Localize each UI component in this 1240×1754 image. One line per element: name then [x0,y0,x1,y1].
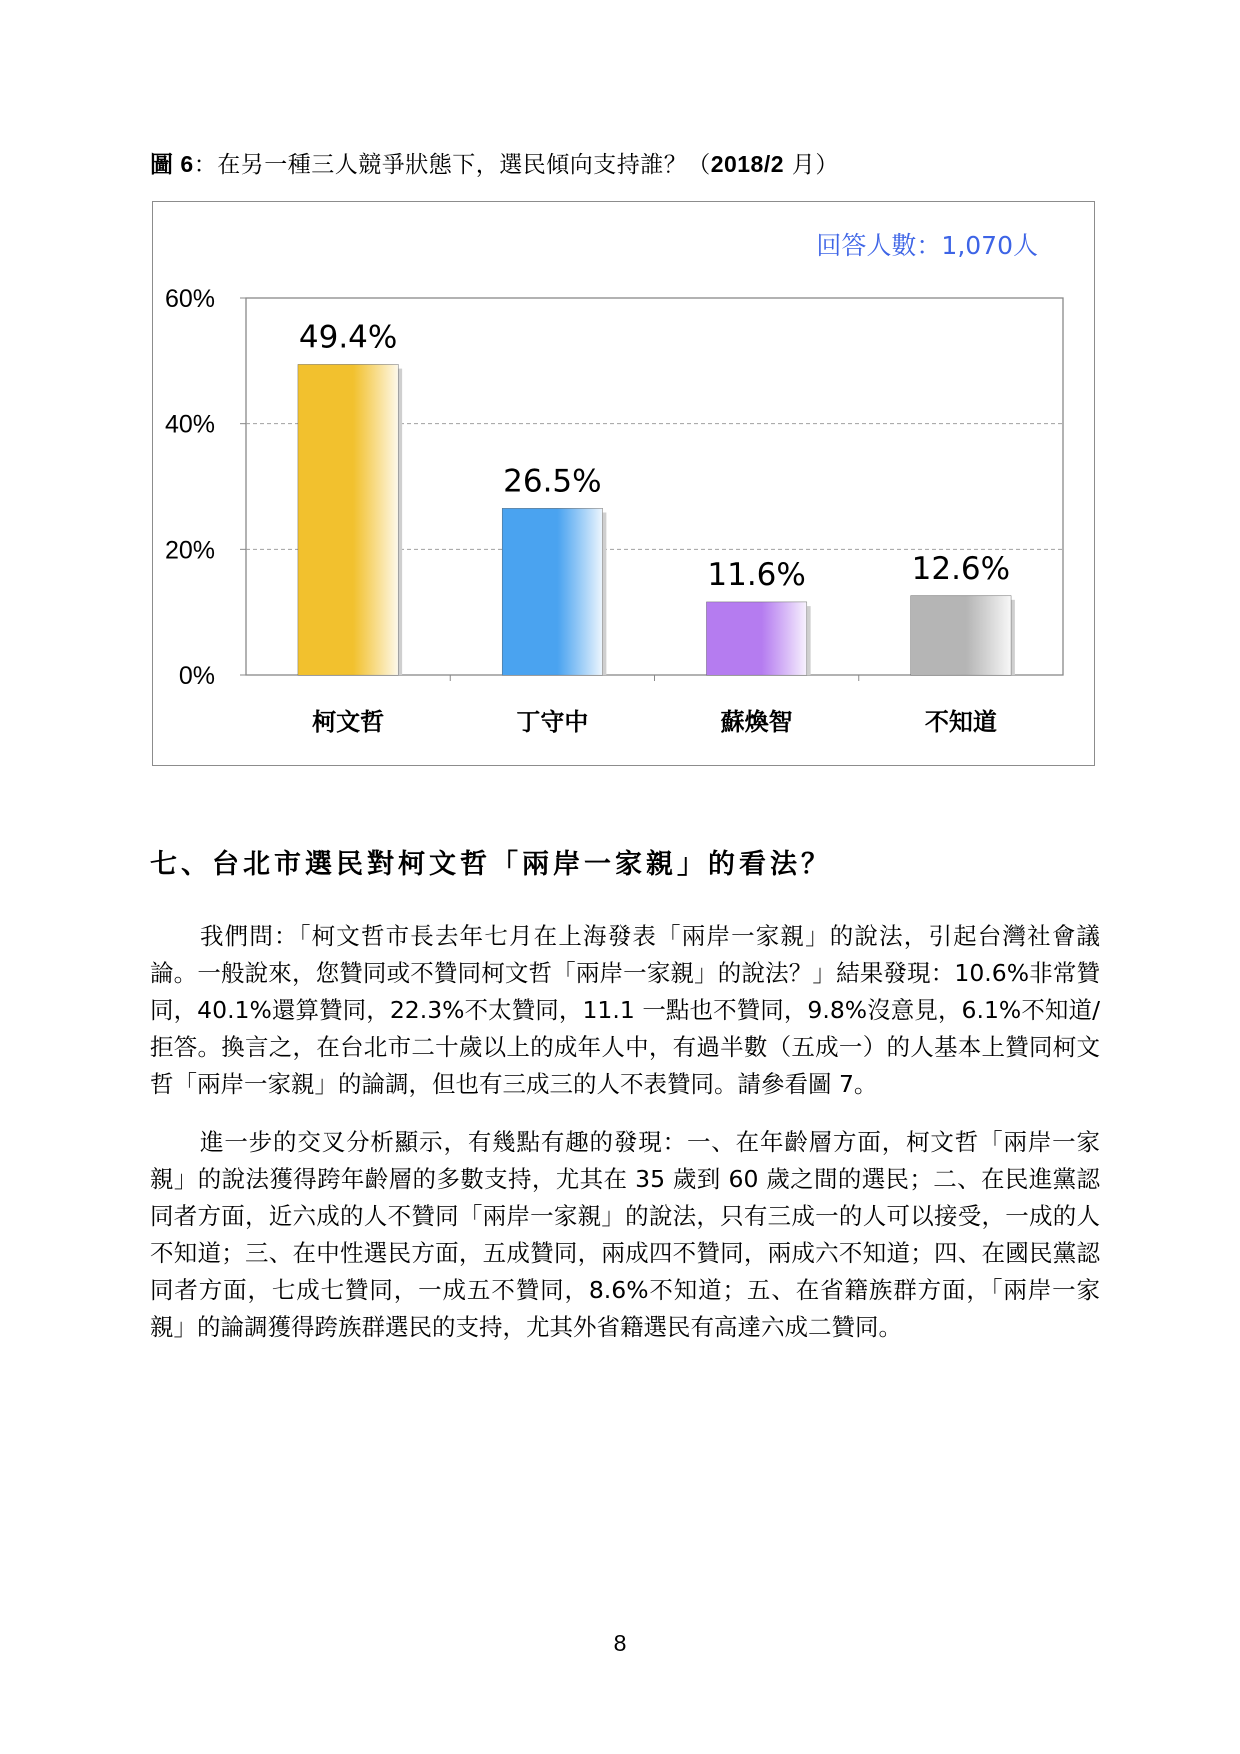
paragraph-1: 我們問：「柯文哲市長去年七月在上海發表「兩岸一家親」的說法，引起台灣社會議論。一般說來，您贊同或不贊同柯文哲「兩岸一家親」的說法？」結果發現：10.6%非常贊同，40.1%還算贊同，22.3%不太贊同，11.1 一點也不贊同，9.8%沒意見，6.1%不知道/拒答。換言之，在台北市二十歲以上的成年人中，有過半數（五成一）的人基本上贊同柯文哲「兩岸一家親」的論調，但也有三成三的人不表贊同。請參看圖 7。 [150,922,1100,1098]
chart-frame [152,201,1095,766]
bar-chart [153,202,1093,764]
bar-value-label: 12.6% [911,550,1011,587]
figure-title-suffix: 月） [784,152,839,178]
figure-title-text: 在另一種三人競爭狀態下，選民傾向支持誰？（ [217,152,711,178]
page-number: 8 [613,1630,627,1656]
category-label: 丁守中 [516,708,589,736]
bar-highlight [502,508,602,675]
bar-value-label: 11.6% [707,557,806,594]
bar-highlight [707,602,807,675]
bar-value-label: 26.5% [503,463,602,500]
bar-highlight [911,596,1011,675]
section-heading: 七、台北市選民對柯文哲「兩岸一家親」的看法？ [150,849,832,880]
category-label: 不知道 [924,708,997,736]
respondent-count-annotation: 回答人數：1,070人 [816,231,1038,260]
y-tick-label: 0% [178,662,215,690]
category-label: 柯文哲 [312,708,385,736]
figure-colon: ： [193,152,218,178]
y-tick-label: 40% [164,410,215,439]
category-label: 蘇煥智 [720,708,793,736]
figure-label: 圖 6 [150,151,194,177]
y-tick-label: 20% [164,536,215,565]
paragraph-2: 進一步的交叉分析顯示，有幾點有趣的發現：一、在年齡層方面，柯文哲「兩岸一家親」的說法獲得跨年齡層的多數支持，尤其在 35 歲到 60 歲之間的選民；二、在民進黨認同者方面，近六成的人不贊同「兩岸一家親」的說法，只有三成一的人可以接受，一成的人不知道；三、在中性選民方面，五成贊同，兩成四不贊同，兩成六不知道；四、在國民黨認同者方面，七成七贊同，一成五不贊同，8.6%不知道；五、在省籍族群方面，「兩岸一家親」的論調獲得跨族群選民的支持，尤其外省籍選民有高達六成二贊同。 [150,1128,1100,1341]
figure-date: 2018/2 [710,151,785,177]
y-tick-label: 60% [164,285,215,313]
bar-highlight [298,365,398,675]
bar-value-label: 49.4% [298,319,398,356]
figure-title [150,146,839,179]
